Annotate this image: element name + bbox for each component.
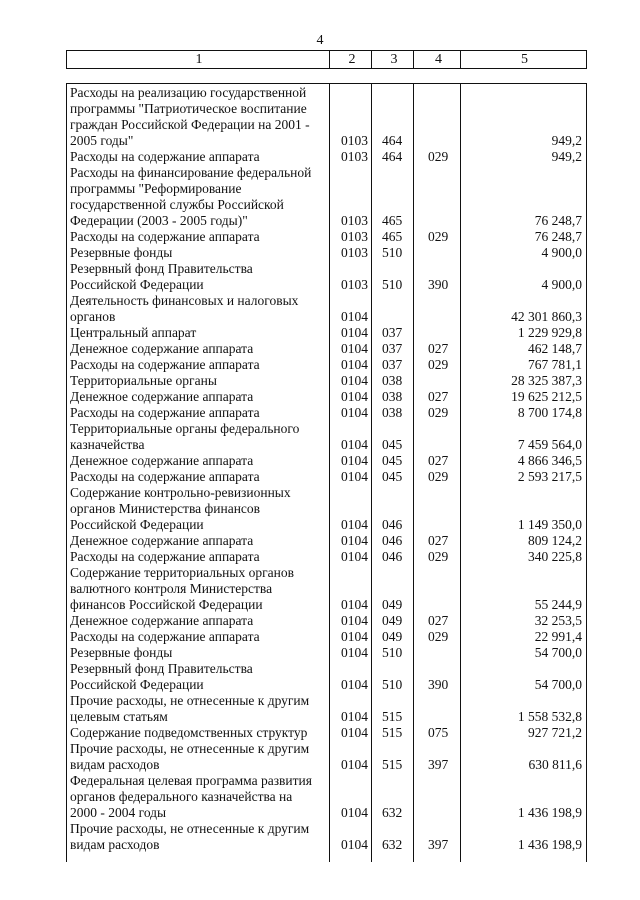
table-row <box>66 261 587 293</box>
row-name: Расходы на содержание аппарата <box>70 229 260 244</box>
row-target-article-code: 510 <box>382 645 403 660</box>
row-amount: 1 149 350,0 <box>517 517 582 532</box>
row-amount: 8 700 174,8 <box>517 405 582 420</box>
row-section-code: 0104 <box>341 373 368 388</box>
row-target-article-code: 049 <box>382 597 403 612</box>
row-name: Прочие расходы, не отнесенные к другим целевым статьям <box>70 693 310 724</box>
table-row <box>66 469 587 485</box>
row-section-code: 0104 <box>341 389 368 404</box>
row-section-code: 0104 <box>341 437 368 452</box>
row-name: Территориальные органы федерального казначейства <box>70 421 300 452</box>
row-target-article-code: 037 <box>382 325 403 340</box>
table-row <box>66 533 587 549</box>
row-section-code: 0104 <box>341 405 368 420</box>
row-section-code: 0104 <box>341 757 368 772</box>
header-col-1: 1 <box>195 52 203 67</box>
row-amount: 949,2 <box>551 149 582 164</box>
row-section-code: 0104 <box>341 517 368 532</box>
row-section-code: 0104 <box>341 357 368 372</box>
row-section-code: 0104 <box>341 677 368 692</box>
row-section-code: 0103 <box>341 245 368 260</box>
row-section-code: 0103 <box>341 213 368 228</box>
table-row <box>66 821 587 853</box>
row-amount: 54 700,0 <box>534 677 582 692</box>
row-section-code: 0104 <box>341 805 368 820</box>
row-amount: 32 253,5 <box>534 613 582 628</box>
row-expense-type-code: 027 <box>428 341 449 356</box>
row-target-article-code: 045 <box>382 437 403 452</box>
table-row <box>66 565 587 613</box>
row-amount: 76 248,7 <box>534 229 582 244</box>
table-rows <box>66 85 587 853</box>
row-section-code: 0104 <box>341 613 368 628</box>
row-amount: 1 558 532,8 <box>517 709 582 724</box>
table-row <box>66 357 587 373</box>
row-name: Резервный фонд Правительства Российской Федерации <box>70 661 253 692</box>
row-section-code: 0104 <box>341 325 368 340</box>
row-expense-type-code: 397 <box>428 837 449 852</box>
row-amount: 76 248,7 <box>534 213 582 228</box>
row-section-code: 0104 <box>341 645 368 660</box>
row-expense-type-code: 029 <box>428 469 449 484</box>
row-expense-type-code: 027 <box>428 389 449 404</box>
table-row <box>66 773 587 821</box>
row-name: Денежное содержание аппарата <box>70 341 254 356</box>
table-row <box>66 373 587 389</box>
row-target-article-code: 038 <box>382 389 403 404</box>
row-amount: 767 781,1 <box>528 357 582 372</box>
row-amount: 949,2 <box>551 133 582 148</box>
header-col-5: 5 <box>521 52 528 67</box>
row-target-article-code: 045 <box>382 453 403 468</box>
table-row <box>66 389 587 405</box>
row-expense-type-code: 029 <box>428 357 449 372</box>
row-expense-type-code: 027 <box>428 613 449 628</box>
row-target-article-code: 510 <box>382 277 403 292</box>
row-name: Расходы на содержание аппарата <box>70 549 260 564</box>
table-row <box>66 453 587 469</box>
row-section-code: 0103 <box>341 133 368 148</box>
table-row <box>66 85 587 149</box>
row-amount: 340 225,8 <box>528 549 582 564</box>
row-target-article-code: 037 <box>382 341 403 356</box>
row-target-article-code: 464 <box>382 133 403 148</box>
row-section-code: 0104 <box>341 453 368 468</box>
row-target-article-code: 038 <box>382 405 403 420</box>
row-target-article-code: 515 <box>382 725 403 740</box>
table-row <box>66 629 587 645</box>
table-row <box>66 149 587 165</box>
header-divider <box>413 50 414 69</box>
row-amount: 1 436 198,9 <box>517 805 582 820</box>
table-row <box>66 165 587 229</box>
row-target-article-code: 049 <box>382 629 403 644</box>
row-amount: 462 148,7 <box>528 341 582 356</box>
row-target-article-code: 049 <box>382 613 403 628</box>
row-name: Содержание территориальных органов валютного контроля Министерства финансов Российской Федерации <box>70 565 294 612</box>
row-section-code: 0104 <box>341 629 368 644</box>
header-divider <box>329 50 330 69</box>
row-expense-type-code: 397 <box>428 757 449 772</box>
table-row <box>66 725 587 741</box>
row-amount: 19 625 212,5 <box>511 389 582 404</box>
row-name: Резервный фонд Правительства Российской Федерации <box>70 261 253 292</box>
row-name: Денежное содержание аппарата <box>70 453 254 468</box>
row-name: Расходы на финансирование федеральной программы "Реформирование государственной службы Российской Федерации (2003 - 2005 годы)" <box>70 165 312 228</box>
page-number: 4 <box>316 33 324 48</box>
row-amount: 55 244,9 <box>534 597 582 612</box>
header-divider <box>371 50 372 69</box>
row-amount: 4 900,0 <box>541 245 582 260</box>
table-row <box>66 341 587 357</box>
row-amount: 927 721,2 <box>528 725 582 740</box>
header-col-2: 2 <box>348 52 356 67</box>
row-section-code: 0104 <box>341 709 368 724</box>
row-target-article-code: 465 <box>382 213 403 228</box>
row-section-code: 0104 <box>341 469 368 484</box>
row-name: Расходы на содержание аппарата <box>70 405 260 420</box>
row-section-code: 0103 <box>341 277 368 292</box>
row-target-article-code: 037 <box>382 357 403 372</box>
row-target-article-code: 046 <box>382 533 403 548</box>
row-section-code: 0104 <box>341 309 368 324</box>
table-row <box>66 741 587 773</box>
row-target-article-code: 046 <box>382 517 403 532</box>
row-name: Территориальные органы <box>70 373 217 388</box>
table-row <box>66 245 587 261</box>
row-target-article-code: 046 <box>382 549 403 564</box>
row-target-article-code: 465 <box>382 229 403 244</box>
row-target-article-code: 515 <box>382 757 403 772</box>
table-row <box>66 421 587 453</box>
row-name: Центральный аппарат <box>70 325 197 340</box>
row-amount: 42 301 860,3 <box>511 309 582 324</box>
row-target-article-code: 038 <box>382 373 403 388</box>
row-section-code: 0104 <box>341 549 368 564</box>
row-section-code: 0104 <box>341 341 368 356</box>
table-row <box>66 645 587 661</box>
row-target-article-code: 515 <box>382 709 403 724</box>
row-amount: 1 436 198,9 <box>517 837 582 852</box>
row-expense-type-code: 029 <box>428 549 449 564</box>
row-target-article-code: 510 <box>382 677 403 692</box>
row-name: Денежное содержание аппарата <box>70 533 254 548</box>
table-row <box>66 613 587 629</box>
row-name: Резервные фонды <box>70 245 173 260</box>
row-target-article-code: 632 <box>382 837 403 852</box>
table-row <box>66 485 587 533</box>
row-section-code: 0103 <box>341 149 368 164</box>
row-section-code: 0104 <box>341 725 368 740</box>
budget-table <box>66 50 587 862</box>
row-amount: 22 991,4 <box>534 629 582 644</box>
row-name: Расходы на реализацию государственной программы "Патриотическое воспитание граждан Российской Федерации на 2001 - 2005 годы" <box>70 85 310 148</box>
header-col-4: 4 <box>435 52 442 67</box>
row-amount: 809 124,2 <box>528 533 582 548</box>
table-row <box>66 229 587 245</box>
row-name: Расходы на содержание аппарата <box>70 149 260 164</box>
table-row <box>66 661 587 693</box>
row-target-article-code: 045 <box>382 469 403 484</box>
row-section-code: 0104 <box>341 597 368 612</box>
row-expense-type-code: 390 <box>428 277 449 292</box>
row-name: Денежное содержание аппарата <box>70 389 254 404</box>
header-col-3: 3 <box>390 52 398 67</box>
row-target-article-code: 464 <box>382 149 403 164</box>
row-expense-type-code: 029 <box>428 405 449 420</box>
row-name: Содержание контрольно-ревизионных органов Министерства финансов Российской Федерации <box>70 485 291 532</box>
row-amount: 4 866 346,5 <box>517 453 582 468</box>
row-amount: 2 593 217,5 <box>517 469 582 484</box>
row-amount: 7 459 564,0 <box>517 437 582 452</box>
row-amount: 28 325 387,3 <box>511 373 582 388</box>
row-name: Содержание подведомственных структур <box>70 725 308 740</box>
table-header <box>66 50 587 69</box>
row-expense-type-code: 075 <box>428 725 449 740</box>
header-divider <box>460 50 461 69</box>
row-expense-type-code: 029 <box>428 229 449 244</box>
row-amount: 1 229 929,8 <box>517 325 582 340</box>
row-name: Прочие расходы, не отнесенные к другим видам расходов <box>70 741 310 772</box>
row-section-code: 0104 <box>341 837 368 852</box>
row-amount: 4 900,0 <box>541 277 582 292</box>
row-expense-type-code: 029 <box>428 149 449 164</box>
row-target-article-code: 510 <box>382 245 403 260</box>
row-amount: 54 700,0 <box>534 645 582 660</box>
row-section-code: 0103 <box>341 229 368 244</box>
row-name: Резервные фонды <box>70 645 173 660</box>
row-name: Федеральная целевая программа развития органов федерального казначейства на 2000 - 2004 годы <box>70 773 312 820</box>
table-row <box>66 325 587 341</box>
row-name: Расходы на содержание аппарата <box>70 469 260 484</box>
row-name: Денежное содержание аппарата <box>70 613 254 628</box>
row-expense-type-code: 027 <box>428 453 449 468</box>
row-name: Деятельность финансовых и налоговых органов <box>70 293 299 324</box>
table-row <box>66 693 587 725</box>
row-name: Прочие расходы, не отнесенные к другим видам расходов <box>70 821 310 852</box>
table-row <box>66 293 587 325</box>
row-expense-type-code: 390 <box>428 677 449 692</box>
table-row <box>66 405 587 421</box>
row-section-code: 0104 <box>341 533 368 548</box>
row-name: Расходы на содержание аппарата <box>70 357 260 372</box>
row-target-article-code: 632 <box>382 805 403 820</box>
row-expense-type-code: 029 <box>428 629 449 644</box>
row-expense-type-code: 027 <box>428 533 449 548</box>
row-amount: 630 811,6 <box>528 757 582 772</box>
table-row <box>66 549 587 565</box>
row-name: Расходы на содержание аппарата <box>70 629 260 644</box>
